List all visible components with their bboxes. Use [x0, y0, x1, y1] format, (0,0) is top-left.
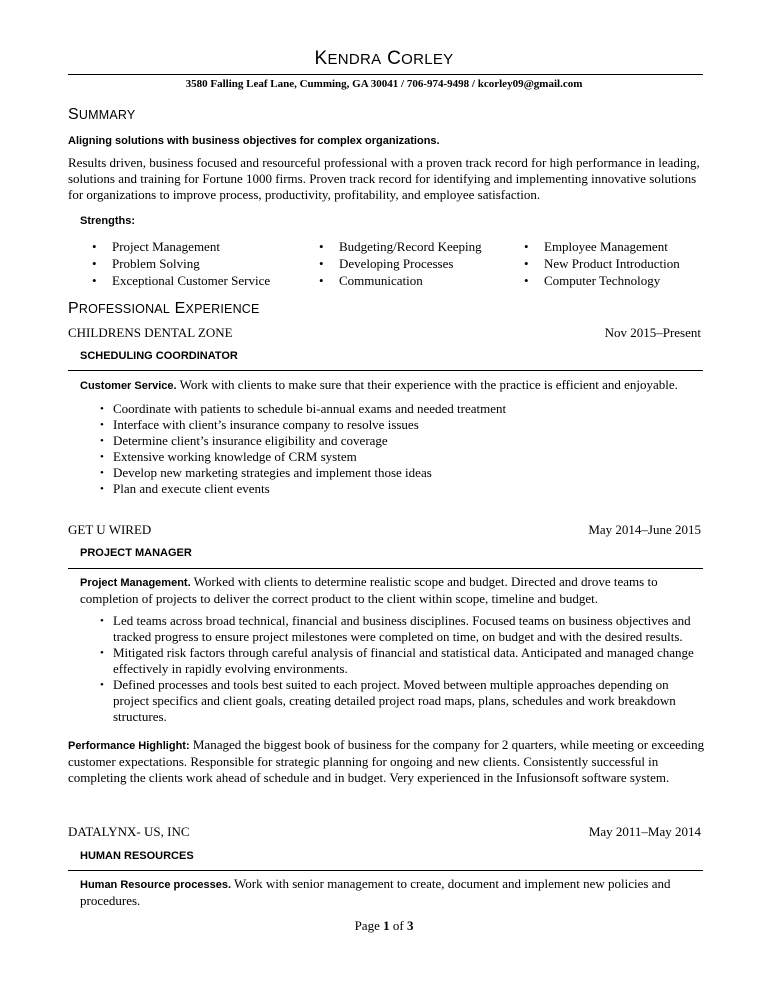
job-lead-label: Human Resource processes. — [80, 879, 232, 891]
job-lead-label: Customer Service. — [80, 380, 177, 392]
page-prefix: Page — [354, 918, 384, 933]
role-divider — [68, 370, 703, 371]
job-role: HUMAN RESOURCES — [80, 850, 194, 862]
performance-highlight — [68, 737, 708, 786]
job-bullets — [100, 401, 705, 497]
role-divider — [68, 568, 703, 569]
job-dates: May 2011–May 2014 — [588, 824, 701, 839]
job-bullets — [100, 613, 705, 725]
strengths-label: Strengths: — [80, 215, 135, 227]
strengths-column-1 — [92, 238, 270, 289]
summary-heading-rest: UMMARY — [78, 108, 136, 122]
strength-item: • Exceptional Customer Service — [92, 272, 270, 289]
summary-heading — [68, 106, 135, 124]
job-lead — [80, 377, 705, 394]
role-divider — [68, 870, 703, 871]
strength-item: • Developing Processes — [319, 255, 482, 272]
job-bullet: • Led teams across broad technical, financial and business disciplines. Focused teams on business objectives and tracked progress to ensure project milestones were completed on time, on budget and with the desired results. — [100, 613, 705, 645]
job-bullet: • Coordinate with patients to schedule bi-annual exams and needed treatment — [100, 401, 705, 417]
summary-heading-initial: S — [68, 106, 79, 123]
job-company: CHILDRENS DENTAL ZONE — [68, 325, 233, 340]
job-company: GET U WIRED — [68, 522, 152, 537]
strength-item: • New Product Introduction — [524, 255, 680, 272]
highlight-text: Managed the biggest book of business for the company for 2 quarters, while meeting or exceeding customer expectations. Responsible for strategic planning for ongoing and new clients. Consistently successful in completing the clients work ahead of schedule and in budget. Very experienced in the Infusionsoft software system. — [68, 737, 705, 785]
job-company: DATALYNX- US, INC — [68, 824, 190, 839]
job-bullet: • Mitigated risk factors through careful analysis of financial and statistical data. Anticipated and managed change effectively in rapidly evolving environments. — [100, 645, 705, 677]
contact-line: 3580 Falling Leaf Lane, Cumming, GA 30041 / 706-974-9498 / kcorley09@gmail.com — [185, 78, 583, 90]
experience-heading-initial-2: E — [174, 300, 186, 317]
candidate-name — [0, 48, 768, 70]
job-lead — [80, 876, 705, 909]
name-first-initial: K — [314, 48, 328, 69]
job-bullet: • Determine client’s insurance eligibility and coverage — [100, 433, 705, 449]
job-bullet: • Extensive working knowledge of CRM system — [100, 449, 705, 465]
strength-item: • Problem Solving — [92, 255, 270, 272]
strengths-column-3 — [524, 238, 680, 289]
header-divider — [68, 74, 703, 75]
job-lead — [80, 574, 705, 607]
job-lead-text: Work with senior management to create, document and implement new policies and procedures. — [80, 876, 671, 908]
job-dates: May 2014–June 2015 — [588, 522, 701, 537]
job-dates: Nov 2015–Present — [604, 325, 701, 340]
page-mid: of — [389, 918, 407, 933]
job-lead-label: Project Management. — [80, 577, 191, 589]
strength-item: • Employee Management — [524, 238, 680, 255]
name-last-rest: ORLEY — [401, 51, 454, 68]
job-bullet: • Interface with client’s insurance company to resolve issues — [100, 417, 705, 433]
strength-item: • Computer Technology — [524, 272, 680, 289]
job-role: SCHEDULING COORDINATOR — [80, 350, 238, 362]
experience-heading-initial-1: P — [68, 300, 79, 317]
experience-heading-rest-2: XPERIENCE — [185, 302, 260, 316]
strength-item: • Project Management — [92, 238, 270, 255]
job-role: PROJECT MANAGER — [80, 547, 192, 559]
job-bullet: • Develop new marketing strategies and implement those ideas — [100, 465, 705, 481]
name-first-rest: ENDRA — [327, 51, 382, 68]
experience-heading-rest-1: ROFESSIONAL — [78, 302, 170, 316]
job-bullet: • Plan and execute client events — [100, 481, 705, 497]
name-last-initial: C — [387, 48, 402, 69]
summary-paragraph: Results driven, business focused and resourceful professional with a proven track record for high performance in leading, solutions and training for Fortune 1000 firms. Proven track record for identifying and implementing innovative solutions for organizations to improve process, productivity, profitability, and employee satisfaction. — [68, 155, 700, 202]
page-total: 3 — [406, 918, 414, 933]
experience-heading — [68, 300, 260, 318]
page-current: 1 — [383, 918, 390, 933]
job-bullet: • Defined processes and tools best suited to each project. Moved between multiple approaches depending on project specifics and client goals, creating detailed project road maps, plans, schedules and work breakdown structures. — [100, 677, 705, 725]
strength-item: • Budgeting/Record Keeping — [319, 238, 482, 255]
highlight-label: Performance Highlight: — [68, 740, 190, 752]
strength-item: • Communication — [319, 272, 482, 289]
summary-tagline: Aligning solutions with business objectives for complex organizations. — [68, 135, 440, 147]
job-lead-text: Work with clients to make sure that their experience with the practice is efficient and enjoyable. — [176, 377, 678, 392]
page-number — [0, 918, 768, 934]
job-lead-text: Worked with clients to determine realistic scope and budget. Directed and drove teams to completion of projects to deliver the correct product to the client within scope, timeline and budget. — [80, 574, 658, 606]
strengths-column-2 — [319, 238, 482, 289]
